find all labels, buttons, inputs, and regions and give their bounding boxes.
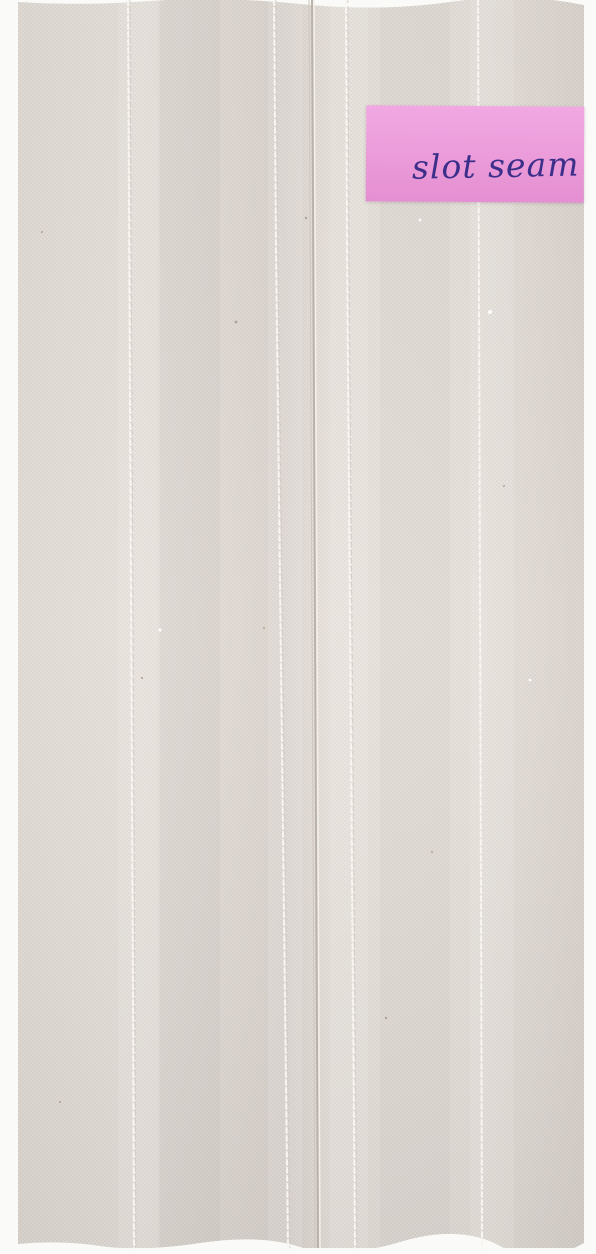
- handwritten-label-text: slot seam: [411, 144, 580, 187]
- sticky-note-label: [366, 105, 585, 203]
